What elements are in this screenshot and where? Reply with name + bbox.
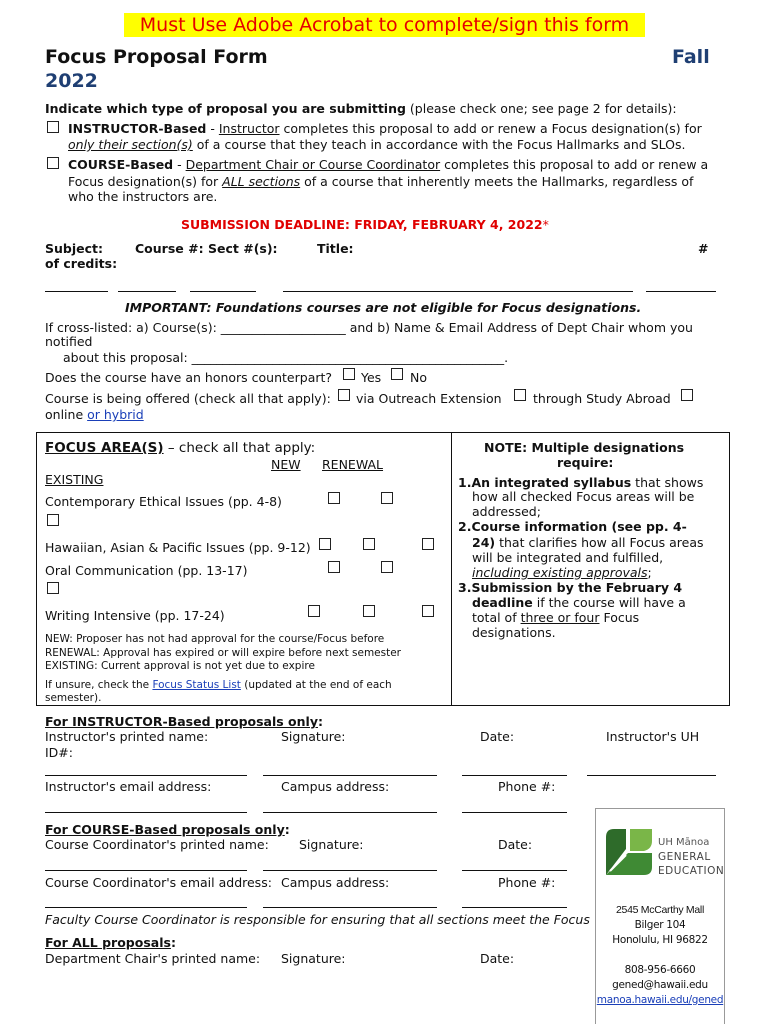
contact-phone: 808-956-6660 — [624, 964, 696, 976]
coordinator-signature-label: Signature: — [299, 837, 364, 852]
contact-building: Bilger 104 — [634, 919, 686, 931]
gened-leaf-logo-icon — [604, 827, 654, 877]
course-number-field[interactable] — [118, 291, 176, 292]
note-item-2: 2.Course information (see pp. 4- — [458, 519, 687, 534]
honors-no-checkbox[interactable] — [391, 368, 403, 380]
instructor-campus-field[interactable] — [263, 812, 437, 813]
focus-area-heading: FOCUS AREA(S) – check all that apply: — [45, 440, 316, 456]
course-number-label: Course #: — [135, 241, 204, 256]
new-column-header: NEW — [271, 457, 301, 472]
honors-no-label: No — [410, 370, 427, 385]
proposal-type-prompt: Indicate which type of proposal you are submitting (please check one; see page 2 for details): — [45, 101, 677, 116]
ethical-new-checkbox[interactable] — [328, 492, 340, 504]
unsure-line2: semester). — [45, 692, 102, 704]
credits-label: of credits: — [45, 256, 118, 271]
chair-name-label: Department Chair's printed name: — [45, 951, 261, 966]
form-term: Fall — [672, 46, 710, 68]
hawaiian-new-checkbox[interactable] — [319, 538, 331, 550]
course-based-line1: COURSE-Based - Department Chair or Course Coordinator completes this proposal to add or renew a — [68, 157, 709, 172]
course-based-checkbox[interactable] — [47, 157, 59, 169]
submission-deadline: SUBMISSION DEADLINE: FRIDAY, FEBRUARY 4, 2022* — [181, 217, 549, 232]
instructor-email-label: Instructor's email address: — [45, 779, 212, 794]
hawaiian-existing-checkbox[interactable] — [422, 538, 434, 550]
definition-renewal: RENEWAL: Approval has expired or will expire before next semester — [45, 647, 402, 659]
offered-question: Course is being offered (check all that apply): — [45, 391, 331, 406]
course-section-heading: For COURSE-Based proposals only: — [45, 822, 290, 837]
instructor-phone-field[interactable] — [462, 812, 567, 813]
oral-existing-checkbox[interactable] — [47, 582, 59, 594]
note-item-3c: designations. — [472, 625, 556, 640]
instructor-name-label: Instructor's printed name: — [45, 729, 209, 744]
note-item-3a: deadline if the course will have a — [472, 595, 686, 610]
logo-education: EDUCATION — [658, 865, 725, 877]
crosslist-line2: notified — [45, 334, 93, 349]
contact-email[interactable]: gened@hawaii.edu — [612, 979, 708, 991]
note-item-1: 1.An integrated syllabus that shows — [458, 475, 704, 490]
important-note: IMPORTANT: Foundations courses are not eligible for Focus designations. — [125, 300, 642, 315]
coordinator-campus-label: Campus address: — [281, 875, 390, 890]
note-title-line1: NOTE: Multiple designations — [484, 440, 685, 455]
honors-yes-label: Yes — [361, 370, 382, 385]
logo-uh-manoa: UH Mānoa — [658, 837, 710, 848]
instructor-name-field[interactable] — [45, 775, 247, 776]
focus-area-ethical: Contemporary Ethical Issues (pp. 4-8) — [45, 494, 282, 509]
form-year: 2022 — [45, 70, 98, 92]
note-title-line2: require: — [557, 455, 614, 470]
coordinator-email-field[interactable] — [45, 907, 247, 908]
crosslist-line1[interactable]: If cross-listed: a) Course(s): ____________________ and b) Name & Email Address of Dept Chair whom you — [45, 320, 693, 335]
ethical-existing-checkbox[interactable] — [47, 514, 59, 526]
instructor-signature-label: Signature: — [281, 729, 346, 744]
note-item-3: 3.Submission by the February 4 — [458, 580, 683, 595]
coordinator-date-field[interactable] — [462, 870, 567, 871]
coordinator-date-label: Date: — [498, 837, 533, 852]
subject-field[interactable] — [45, 291, 108, 292]
note-item-3b: total of three or four Focus — [472, 610, 640, 625]
acrobat-banner: Must Use Adobe Acrobat to complete/sign this form — [124, 13, 645, 37]
instructor-based-line2: only their section(s) of a course that they teach in accordance with the Focus Hallmarks and SLOs. — [68, 137, 686, 152]
form-title: Focus Proposal Form — [45, 46, 268, 68]
honors-yes-checkbox[interactable] — [343, 368, 355, 380]
course-based-line2: Focus designation(s) for ALL sections of a course that inherently meets the Hallmarks, regardless of — [68, 174, 694, 189]
contact-street: 2545 McCarthy Mall — [616, 904, 704, 916]
definition-existing: EXISTING: Current approval is not yet due to expire — [45, 660, 315, 672]
course-based-line3: who the instructors are. — [68, 189, 218, 204]
note-item-1b: how all checked Focus areas will be — [472, 489, 695, 504]
coordinator-campus-field[interactable] — [263, 907, 437, 908]
writing-renewal-checkbox[interactable] — [363, 605, 375, 617]
hawaiian-renewal-checkbox[interactable] — [363, 538, 375, 550]
section-field[interactable] — [190, 291, 256, 292]
honors-question: Does the course have an honors counterpart? — [45, 370, 333, 385]
outreach-label: via Outreach Extension — [356, 391, 502, 406]
coordinator-signature-field[interactable] — [263, 870, 437, 871]
coordinator-responsibility: Faculty Course Coordinator is responsible for ensuring that all sections meet the Focus — [45, 912, 590, 927]
instructor-date-label: Date: — [480, 729, 515, 744]
instructor-signature-field[interactable] — [263, 775, 437, 776]
gened-contact-panel — [595, 808, 725, 1024]
renewal-column-header: RENEWAL — [322, 457, 384, 472]
definition-new: NEW: Proposer has not had approval for the course/Focus before — [45, 633, 385, 645]
study-abroad-label: through Study Abroad — [533, 391, 671, 406]
instructor-based-line1: INSTRUCTOR-Based - Instructor completes this proposal to add or renew a Focus designation(s) for — [68, 121, 702, 136]
unsure-line1: If unsure, check the Focus Status List (updated at the end of each — [45, 679, 392, 691]
instructor-email-field[interactable] — [45, 812, 247, 813]
instructor-campus-label: Campus address: — [281, 779, 390, 794]
chair-signature-label: Signature: — [281, 951, 346, 966]
note-item-1c: addressed; — [472, 504, 541, 519]
chair-date-label: Date: — [480, 951, 515, 966]
coordinator-name-field[interactable] — [45, 870, 247, 871]
instructor-date-field[interactable] — [462, 775, 567, 776]
instructor-section-heading: For INSTRUCTOR-Based proposals only: — [45, 714, 323, 729]
focus-area-hawaiian: Hawaiian, Asian & Pacific Issues (pp. 9-12) — [45, 540, 311, 555]
coordinator-email-label: Course Coordinator's email address: — [45, 875, 272, 890]
focus-status-list-link[interactable]: Focus Status List — [152, 679, 241, 691]
subject-label: Subject: — [45, 241, 103, 256]
coordinator-phone-field[interactable] — [462, 907, 567, 908]
course-title-label: Title: — [317, 241, 354, 256]
coordinator-phone-label: Phone #: — [498, 875, 556, 890]
coordinator-name-label: Course Coordinator's printed name: — [45, 837, 269, 852]
instructor-id-label: ID#: — [45, 745, 73, 760]
ethical-renewal-checkbox[interactable] — [381, 492, 393, 504]
writing-new-checkbox[interactable] — [308, 605, 320, 617]
logo-general: GENERAL — [658, 851, 711, 863]
online-checkbox[interactable] — [681, 389, 693, 401]
note-item-2b: will be integrated and fulfilled, — [472, 550, 664, 565]
title-field[interactable] — [283, 291, 633, 292]
note-item-2c: including existing approvals; — [472, 565, 652, 580]
existing-column-header: EXISTING — [45, 472, 104, 487]
oral-renewal-checkbox[interactable] — [381, 561, 393, 573]
note-item-2a: 24) that clarifies how all Focus areas — [472, 535, 704, 550]
focus-box-divider — [451, 432, 452, 706]
writing-existing-checkbox[interactable] — [422, 605, 434, 617]
contact-city: Honolulu, HI 96822 — [612, 934, 708, 946]
instructor-uh-label: Instructor's UH — [606, 729, 700, 744]
outreach-checkbox[interactable] — [338, 389, 350, 401]
instructor-id-field[interactable] — [587, 775, 716, 776]
contact-website-link[interactable]: manoa.hawaii.edu/gened — [596, 994, 724, 1006]
online-label: online or hybrid — [45, 407, 144, 422]
crosslist-line3[interactable]: about this proposal: __________________________________________________. — [63, 350, 509, 365]
focus-area-oral: Oral Communication (pp. 13-17) — [45, 563, 248, 578]
focus-area-writing: Writing Intensive (pp. 17-24) — [45, 608, 225, 623]
instructor-phone-label: Phone #: — [498, 779, 556, 794]
oral-new-checkbox[interactable] — [328, 561, 340, 573]
credits-field[interactable] — [646, 291, 716, 292]
section-label: Sect #(s): — [208, 241, 278, 256]
credits-hash-label: # — [698, 241, 709, 256]
instructor-based-checkbox[interactable] — [47, 121, 59, 133]
all-section-heading: For ALL proposals: — [45, 935, 176, 950]
study-abroad-checkbox[interactable] — [514, 389, 526, 401]
